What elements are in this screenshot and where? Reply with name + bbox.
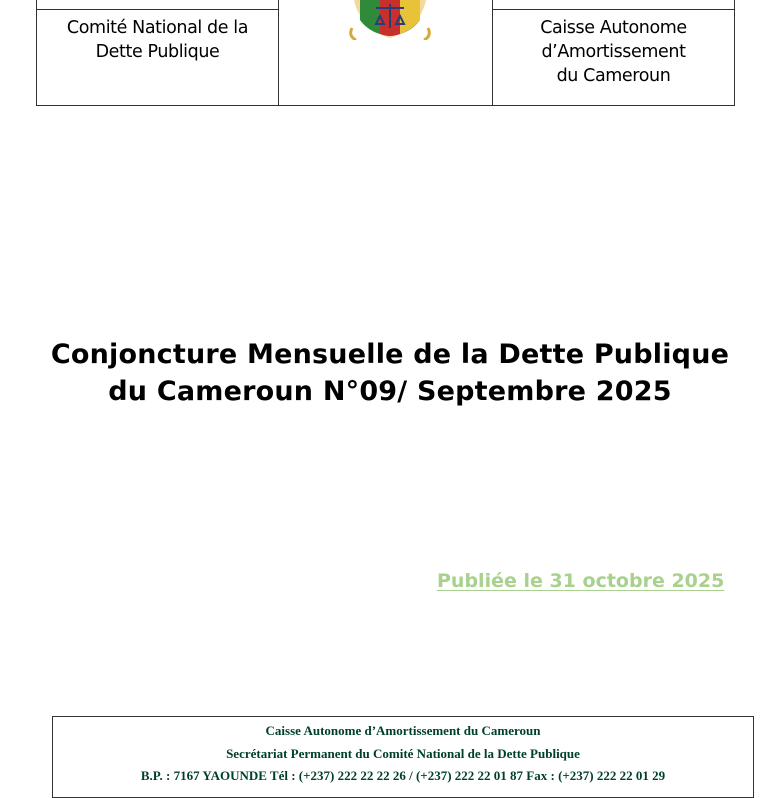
footer-box xyxy=(52,716,754,798)
footer-line-1: Caisse Autonome d’Amortissement du Cameroun xyxy=(265,723,541,738)
header-right-cell xyxy=(493,0,735,106)
title-line-1: Conjoncture Mensuelle de la Dette Publique xyxy=(50,339,730,370)
footer-line-2: Secrétariat Permanent du Comité National de la Dette Publique xyxy=(226,745,580,761)
cameroon-coat-of-arms-icon xyxy=(346,0,436,40)
title-line-2: du Cameroun N°09/ Septembre 2025 xyxy=(108,376,672,407)
header-left-cell xyxy=(37,0,279,106)
left-org-name: Comité National de la Dette Publique xyxy=(66,18,249,62)
right-org-name: Caisse Autonome d’Amortissement du Cameroun xyxy=(540,18,687,86)
publication-date: Publiée le 31 octobre 2025 xyxy=(437,570,725,592)
footer-line-3: B.P. : 7167 YAOUNDE Tél : (+237) 222 22 22 26 / (+237) 222 22 01 87 Fax : (+237) 222 22 01 29 xyxy=(140,768,666,783)
document-title xyxy=(0,336,780,410)
